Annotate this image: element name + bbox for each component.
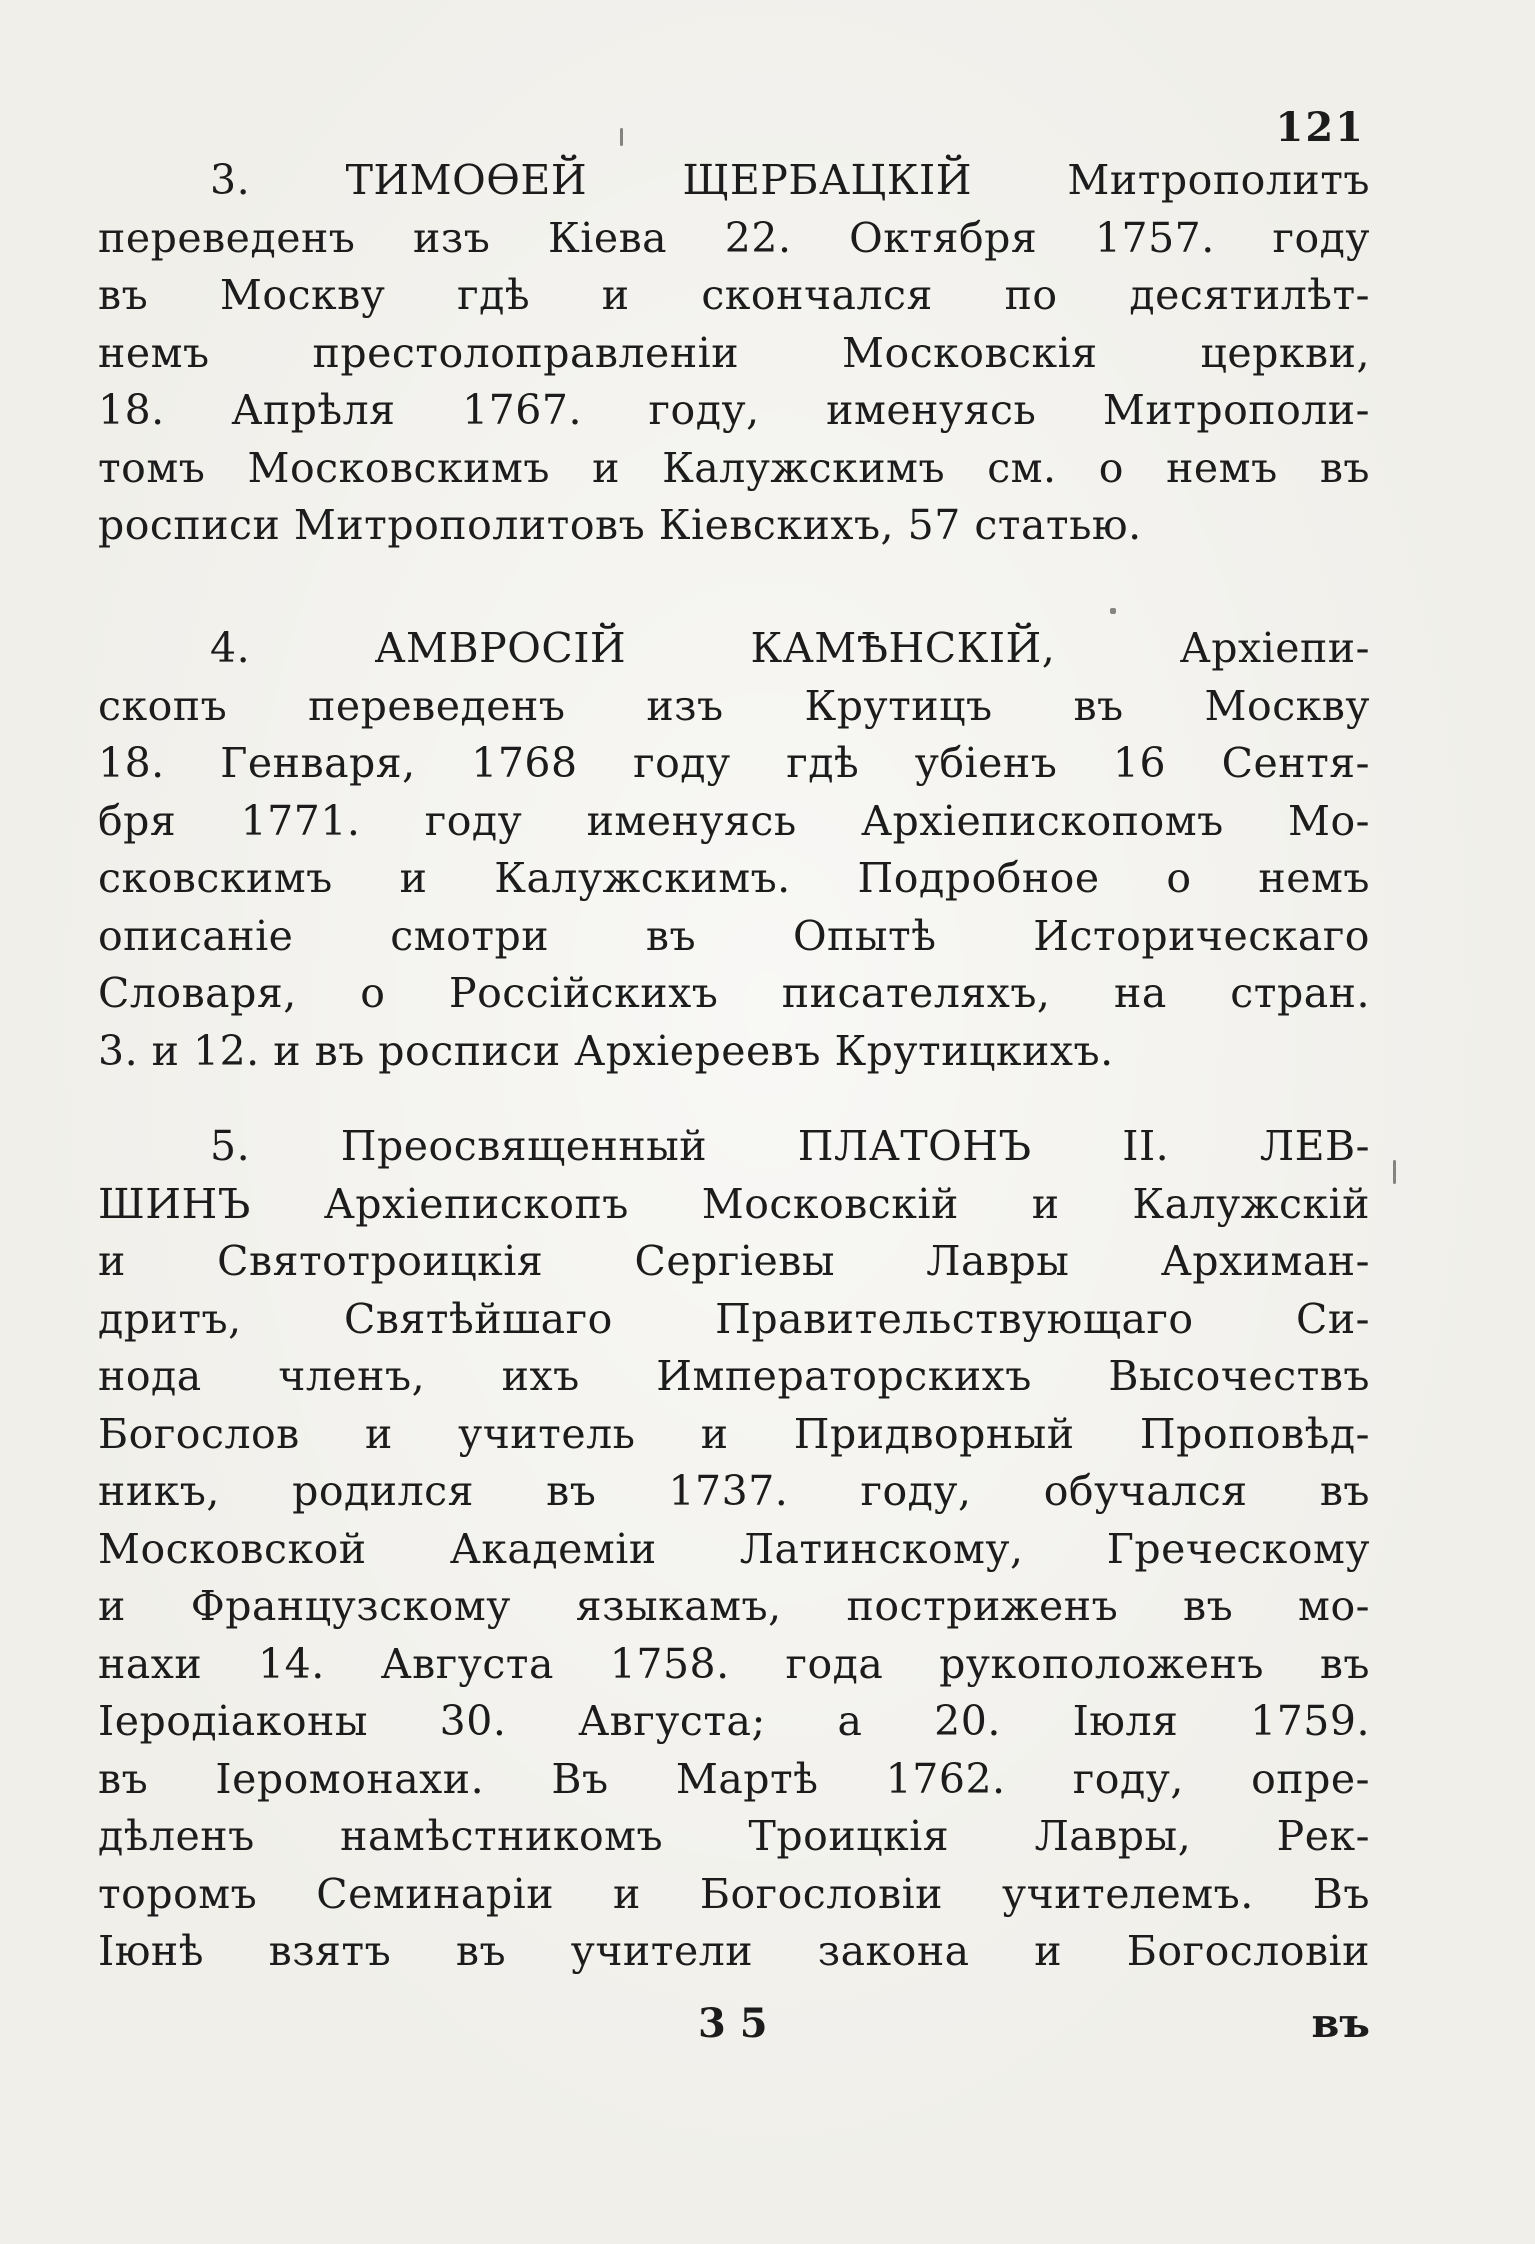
text-line: переведенъ изъ Кіева 22. Октября 1757. году (98, 213, 1370, 262)
text-line: никъ, родился въ 1737. году, обучался въ (98, 1467, 1370, 1515)
text-line: 18. Апрѣля 1767. году, именуясь Митрополи- (98, 386, 1370, 434)
text-line: Московской Академіи Латинскому, Греческому (98, 1524, 1370, 1573)
ink-speck (1110, 608, 1116, 614)
text-line: нода членъ, ихъ Императорскихъ Высочествъ (98, 1352, 1370, 1400)
text-line: Богослов и учитель и Придворный Проповѣд- (98, 1409, 1370, 1458)
text-line: сковскимъ и Калужскимъ. Подробное о немъ (98, 854, 1370, 902)
page-number: 121 (1275, 104, 1365, 151)
entry-platon-levshin (98, 1118, 1370, 1981)
text-line: росписи Митрополитовъ Кіевскихъ, 57 статью. (98, 501, 1142, 549)
text-line: Словаря, о Россійскихъ писателяхъ, на стран. (98, 969, 1370, 1017)
entry-timofei-shcherbatsky (98, 152, 1370, 555)
text-line: 3. и 12. и въ росписи Архіереевъ Крутицкихъ. (98, 1026, 1114, 1075)
text-line: ШИНЪ Архіепископъ Московскій и Калужскій (98, 1179, 1370, 1228)
text-line: въ Москву гдѣ и скончался по десятилѣт- (98, 271, 1370, 319)
page-footer (98, 2000, 1370, 2060)
text-line: Іюнѣ взятъ въ учители закона и Богословіи (98, 1927, 1370, 1975)
text-line: 18. Генваря, 1768 году гдѣ убіенъ 16 Сентя- (98, 739, 1370, 787)
text-line: томъ Московскимъ и Калужскимъ см. о немъ въ (98, 443, 1370, 492)
text-line: дритъ, Святѣйшаго Правительствующаго Си- (98, 1294, 1370, 1343)
entry-amvrosii-kamensky (98, 620, 1370, 1080)
text-line: немъ престолоправленіи Московскія церкви, (98, 328, 1370, 377)
text-line: дѣленъ намѣстникомъ Троицкія Лавры, Рек- (98, 1812, 1370, 1860)
ink-speck (620, 128, 623, 146)
text-line: Іеродіаконы 30. Августа; а 20. Іюля 1759. (98, 1697, 1370, 1745)
text-line: 4. АМВРОСІЙ КАМѢНСКІЙ, Архіепи- (210, 624, 1370, 672)
text-line: 5. Преосвященный ПЛАТОНЪ II. ЛЕВ- (210, 1122, 1370, 1170)
text-line: 3. ТИМОѲЕЙ ЩЕРБАЦКІЙ Митрополитъ (210, 156, 1370, 204)
text-line: описаніе смотри въ Опытѣ Историческаго (98, 911, 1370, 960)
text-line: въ Іеромонахи. Въ Мартѣ 1762. году, опре- (98, 1754, 1370, 1803)
text-line: нахи 14. Августа 1758. года рукоположенъ въ (98, 1639, 1370, 1688)
signature-mark: 3 5 (698, 2000, 768, 2047)
text-line: и Французскому языкамъ, постриженъ въ мо- (98, 1582, 1370, 1630)
text-line: и Святотроицкія Сергіевы Лавры Архиман- (98, 1237, 1370, 1285)
text-line: бря 1771. году именуясь Архіепископомъ Мо- (98, 796, 1370, 845)
ink-speck (1393, 1160, 1396, 1184)
text-line: скопъ переведенъ изъ Крутицъ въ Москву (98, 681, 1370, 730)
catchword: въ (1311, 2000, 1370, 2047)
text-line: торомъ Семинаріи и Богословіи учителемъ. Въ (98, 1869, 1370, 1918)
